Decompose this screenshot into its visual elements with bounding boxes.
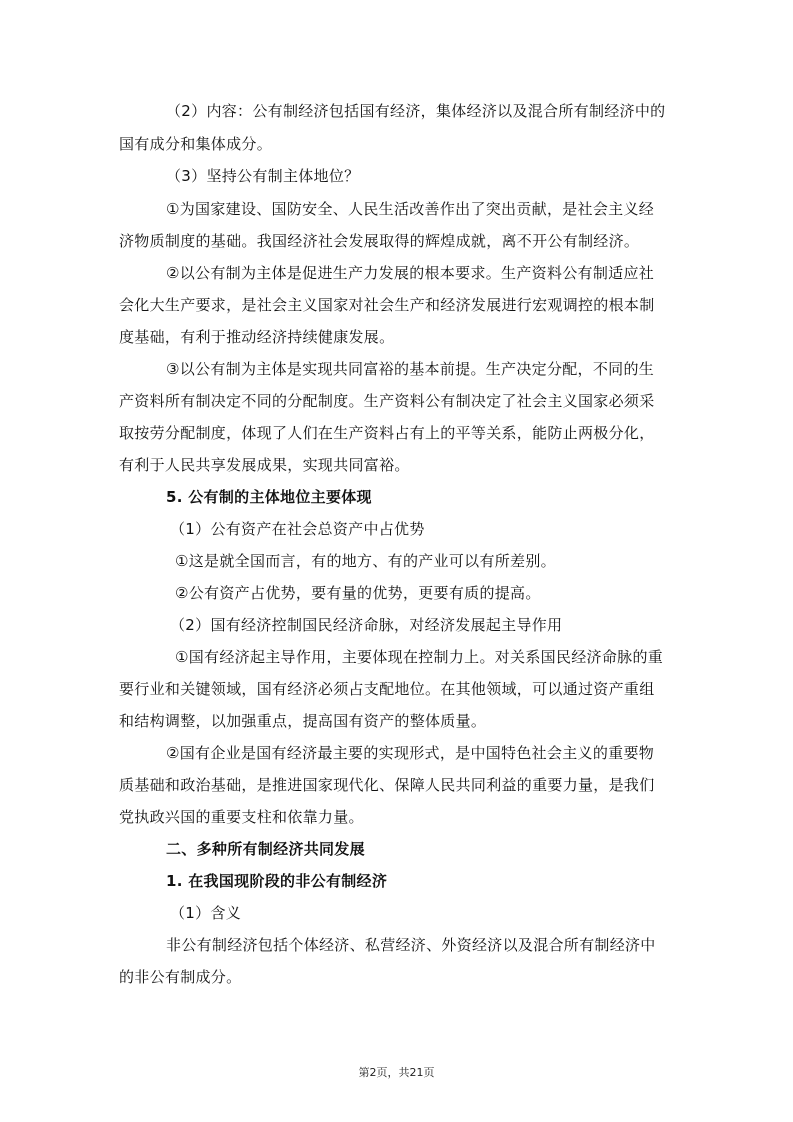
section-heading: 5. 公有制的主体地位主要体现 (166, 488, 372, 506)
text-line: （1）公有资产在社会总资产中占优势 (170, 520, 425, 538)
text-line: （3）坚持公有制主体地位？ (166, 167, 360, 185)
text-line: ①为国家建设、国防安全、人民生活改善作出了突出贡献，是社会主义经 (166, 200, 655, 218)
text-line: （2）内容：公有制经济包括国有经济，集体经济以及混合所有制经济中的 (166, 102, 666, 120)
text-line: （2）国有经济控制国民经济命脉，对经济发展起主导作用 (170, 616, 563, 634)
text-line: ②公有资产占优势，要有量的优势，更要有质的提高。 (175, 584, 541, 602)
text-line: 度基础，有利于推动经济持续健康发展。 (119, 328, 395, 346)
text-line: 的非公有制成分。 (119, 968, 242, 986)
section-heading: 二、多种所有制经济共同发展 (166, 840, 365, 858)
text-line: ①国有经济起主导作用，主要体现在控制力上。对关系国民经济命脉的重 (175, 648, 664, 666)
text-line: ①这是就全国而言，有的地方、有的产业可以有所差别。 (175, 552, 556, 570)
text-line: 取按劳分配制度，体现了人们在生产资料占有上的平等关系，能防止两极分化， (119, 424, 655, 442)
text-line: 质基础和政治基础，是推进国家现代化、保障人民共同利益的重要力量，是我们 (119, 776, 655, 794)
text-line: 要行业和关键领域，国有经济必须占支配地位。在其他领域，可以通过资产重组 (119, 680, 655, 698)
page-number: 第2页，共21页 (358, 1066, 435, 1079)
text-line: 济物质制度的基础。我国经济社会发展取得的辉煌成就，离不开公有制经济。 (119, 232, 640, 250)
text-line: 会化大生产要求，是社会主义国家对社会生产和经济发展进行宏观调控的根本制 (119, 296, 655, 314)
text-line: （1）含义 (170, 904, 242, 922)
text-line: ③以公有制为主体是实现共同富裕的基本前提。生产决定分配，不同的生 (166, 360, 655, 378)
section-heading: 1. 在我国现阶段的非公有制经济 (166, 872, 388, 890)
text-line: ②国有企业是国有经济最主要的实现形式，是中国特色社会主义的重要物 (166, 744, 655, 762)
text-line: 党执政兴国的重要支柱和依靠力量。 (119, 808, 364, 826)
text-line: ②以公有制为主体是促进生产力发展的根本要求。生产资料公有制适应社 (166, 264, 655, 282)
text-line: 有利于人民共享发展成果，实现共同富裕。 (119, 456, 410, 474)
text-line: 产资料所有制决定不同的分配制度。生产资料公有制决定了社会主义国家必须采 (119, 392, 655, 410)
text-line: 和结构调整，以加强重点，提高国有资产的整体质量。 (119, 712, 487, 730)
text-line: 非公有制经济包括个体经济、私营经济、外资经济以及混合所有制经济中 (166, 936, 656, 954)
text-line: 国有成分和集体成分。 (119, 135, 273, 153)
